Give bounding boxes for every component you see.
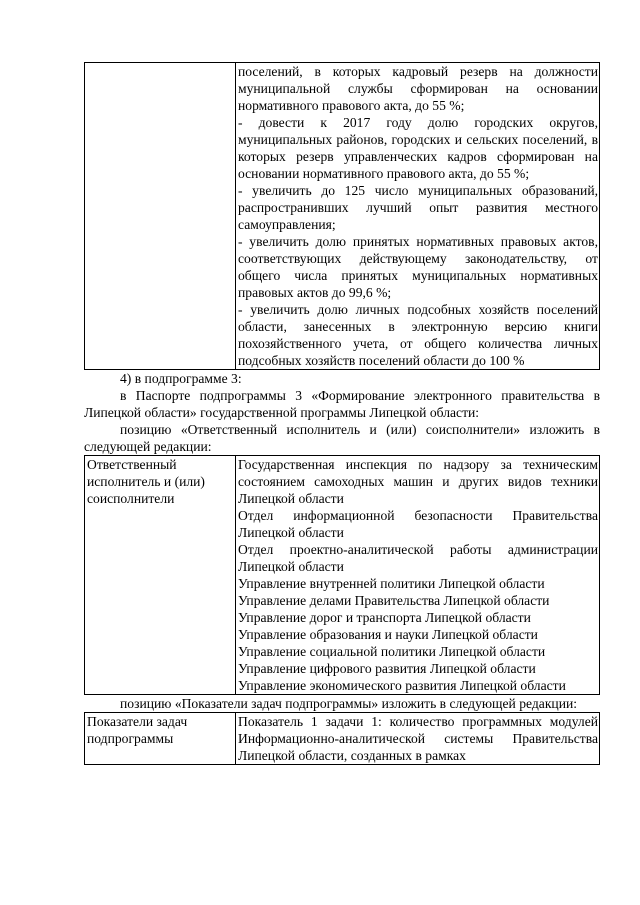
list-item: Государственная инспекция по надзору за техническим состоянием самоходных машин и других видов техники Липецкой области bbox=[238, 457, 598, 506]
list-item: Отдел проектно-аналитической работы администрации Липецкой области bbox=[238, 542, 598, 574]
list-item: - увеличить долю принятых нормативных правовых актов, соответствующих действующему законодательству, от общего числа принятых муниципальных нормативных правовых актов до 99,6 %; bbox=[238, 234, 598, 300]
table-row bbox=[85, 63, 600, 370]
paragraph-passport: в Паспорте подпрограммы 3 «Формирование электронного правительства в Липецкой области» государственной программы Липецкой области: bbox=[84, 388, 600, 420]
paragraph-task-indicators: позицию «Показатели задач подпрограммы» изложить в следующей редакции: bbox=[120, 696, 578, 711]
document-page bbox=[84, 62, 600, 765]
list-item: Управление делами Правительства Липецкой области bbox=[238, 593, 550, 608]
table-responsible-executor bbox=[84, 455, 600, 695]
table-row bbox=[85, 713, 600, 765]
table-cell-left: Ответственный исполнитель и (или) соисполнители bbox=[85, 456, 236, 695]
table-cell-left: Показатели задач подпрограммы bbox=[85, 713, 236, 765]
table-task-indicators-continued bbox=[84, 62, 600, 370]
table-cell-right bbox=[236, 456, 600, 695]
table-cell-right bbox=[236, 63, 600, 370]
table-task-indicators bbox=[84, 712, 600, 765]
table-row bbox=[85, 456, 600, 695]
list-item: Управление социальной политики Липецкой области bbox=[238, 644, 546, 659]
paragraph-subprogram-3: 4) в подпрограмме 3: bbox=[120, 371, 242, 386]
list-item: Управление дорог и транспорта Липецкой области bbox=[238, 610, 531, 625]
list-item: - увеличить долю личных подсобных хозяйств поселений области, занесенных в электронную версию книги похозяйственного учета, от общего количества личных подсобных хозяйств поселений области до 100 % bbox=[238, 302, 598, 368]
list-item: Управление внутренней политики Липецкой области bbox=[238, 576, 545, 591]
list-item: Управление цифрового развития Липецкой области bbox=[238, 661, 536, 676]
list-item: Управление образования и науки Липецкой области bbox=[238, 627, 538, 642]
list-item: поселений, в которых кадровый резерв на должности муниципальной службы сформирован на основании нормативного правового акта, до 55 %; bbox=[238, 64, 598, 113]
list-item: Отдел информационной безопасности Правительства Липецкой области bbox=[238, 508, 598, 540]
list-item: Управление экономического развития Липецкой области bbox=[238, 678, 566, 693]
table-cell-left bbox=[85, 63, 236, 370]
list-item: - довести к 2017 году долю городских округов, муниципальных районов, городских и сельских поселений, в которых резерв управленческих кадров сформирован на основании нормативного правового акта, до 55 %; bbox=[238, 115, 598, 181]
list-item: - увеличить до 125 число муниципальных образований, распространивших лучший опыт развития местного самоуправления; bbox=[238, 183, 598, 232]
paragraph-responsible-executor: позицию «Ответственный исполнитель и (или) соисполнители» изложить в следующей редакции: bbox=[84, 422, 600, 454]
table-cell-right: Показатель 1 задачи 1: количество программных модулей Информационно-аналитической системы Правительства Липецкой области, созданных в рамках bbox=[236, 713, 600, 765]
